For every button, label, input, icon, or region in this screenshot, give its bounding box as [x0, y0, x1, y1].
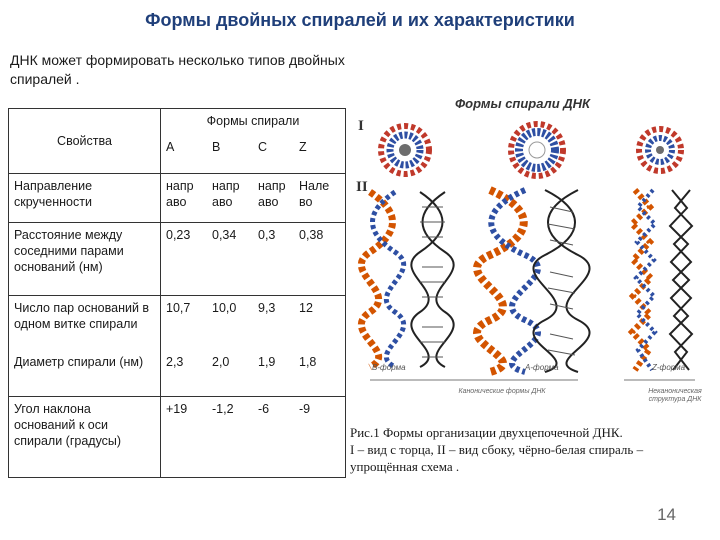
- label-side-view: II: [356, 179, 368, 195]
- table-cell: 2,0: [207, 350, 253, 397]
- table-row: [9, 296, 346, 351]
- table-cell: 0,3: [253, 223, 294, 296]
- table-cell: 0,38: [294, 223, 346, 296]
- table-cell: напр аво: [207, 174, 253, 223]
- table-cell: 10,0: [212, 301, 237, 315]
- table-cell: 1,8: [294, 350, 346, 397]
- helix-z-schematic: [670, 190, 692, 370]
- note-canonical: Канонические формы ДНК: [458, 388, 546, 395]
- col-header-c: C: [253, 135, 294, 174]
- col-header-b: B: [207, 135, 253, 174]
- slide-title: Формы двойных спиралей и их характеристики: [145, 10, 575, 30]
- table-cell: -1,2: [207, 397, 253, 478]
- caption-line-2: I – вид с торца, II – вид сбоку, чёрно-белая спираль – упрощённая схема .: [350, 442, 644, 474]
- table-cell: 10,7: [166, 301, 191, 315]
- table-cell: 9,3: [258, 301, 276, 315]
- helix-a-schematic: [533, 190, 589, 372]
- row-label: Угол наклона оснований к оси спирали (градусы): [9, 397, 161, 478]
- table-row: [9, 350, 346, 397]
- table-row: [9, 174, 346, 223]
- table-cell: Нале во: [294, 174, 346, 223]
- intro-text: ДНК может формировать несколько типов двойных спиралей .: [10, 52, 345, 87]
- helix-a-colored: [477, 190, 538, 372]
- table-cell: 0,23: [161, 223, 208, 296]
- label-a-form: A-форма: [525, 363, 559, 372]
- figure-caption: [350, 424, 700, 475]
- table-cell: напр аво: [161, 174, 208, 223]
- table-cell: +19: [161, 397, 208, 478]
- row-label: Диаметр спирали (нм): [9, 350, 161, 397]
- end-view-b: [381, 126, 429, 174]
- end-view-a: [511, 124, 563, 176]
- figure-title: Формы спирали ДНК: [455, 96, 591, 111]
- label-z-form: Z-форма: [652, 363, 686, 372]
- forms-group-header: Формы спирали: [161, 109, 346, 136]
- table-cell: -6: [253, 397, 294, 478]
- table-cell: 0,34: [207, 223, 253, 296]
- table-row: [9, 397, 346, 478]
- col-header-z: Z: [294, 135, 346, 174]
- table-cell: 1,9: [253, 350, 294, 397]
- label-end-view: I: [358, 118, 364, 134]
- helix-b-colored: [361, 192, 403, 367]
- col-header-a: A: [161, 135, 208, 174]
- table-cell: 2,3: [161, 350, 208, 397]
- row-label: Число пар оснований в одном витке спирали: [9, 296, 161, 351]
- note-noncanonical: Неканоническая структура ДНК: [648, 388, 702, 403]
- table-cell: -9: [294, 397, 346, 478]
- table-row: [9, 223, 346, 296]
- table-cell: напр аво: [253, 174, 294, 223]
- caption-line-1: Рис.1 Формы организации двухцепочечной ДНК.: [350, 425, 623, 440]
- end-view-z: [639, 129, 681, 171]
- row-label: Направление скрученности: [9, 174, 161, 223]
- properties-table: [8, 108, 346, 478]
- page-number: 14: [657, 505, 676, 524]
- table-cell: 12: [294, 296, 346, 351]
- row-label: Расстояние между соседними парами оснований (нм): [9, 223, 161, 296]
- helix-z-colored: [632, 190, 655, 370]
- label-b-form: B-форма: [372, 363, 406, 372]
- properties-header: Свойства: [9, 109, 161, 174]
- helix-b-schematic: [411, 192, 453, 367]
